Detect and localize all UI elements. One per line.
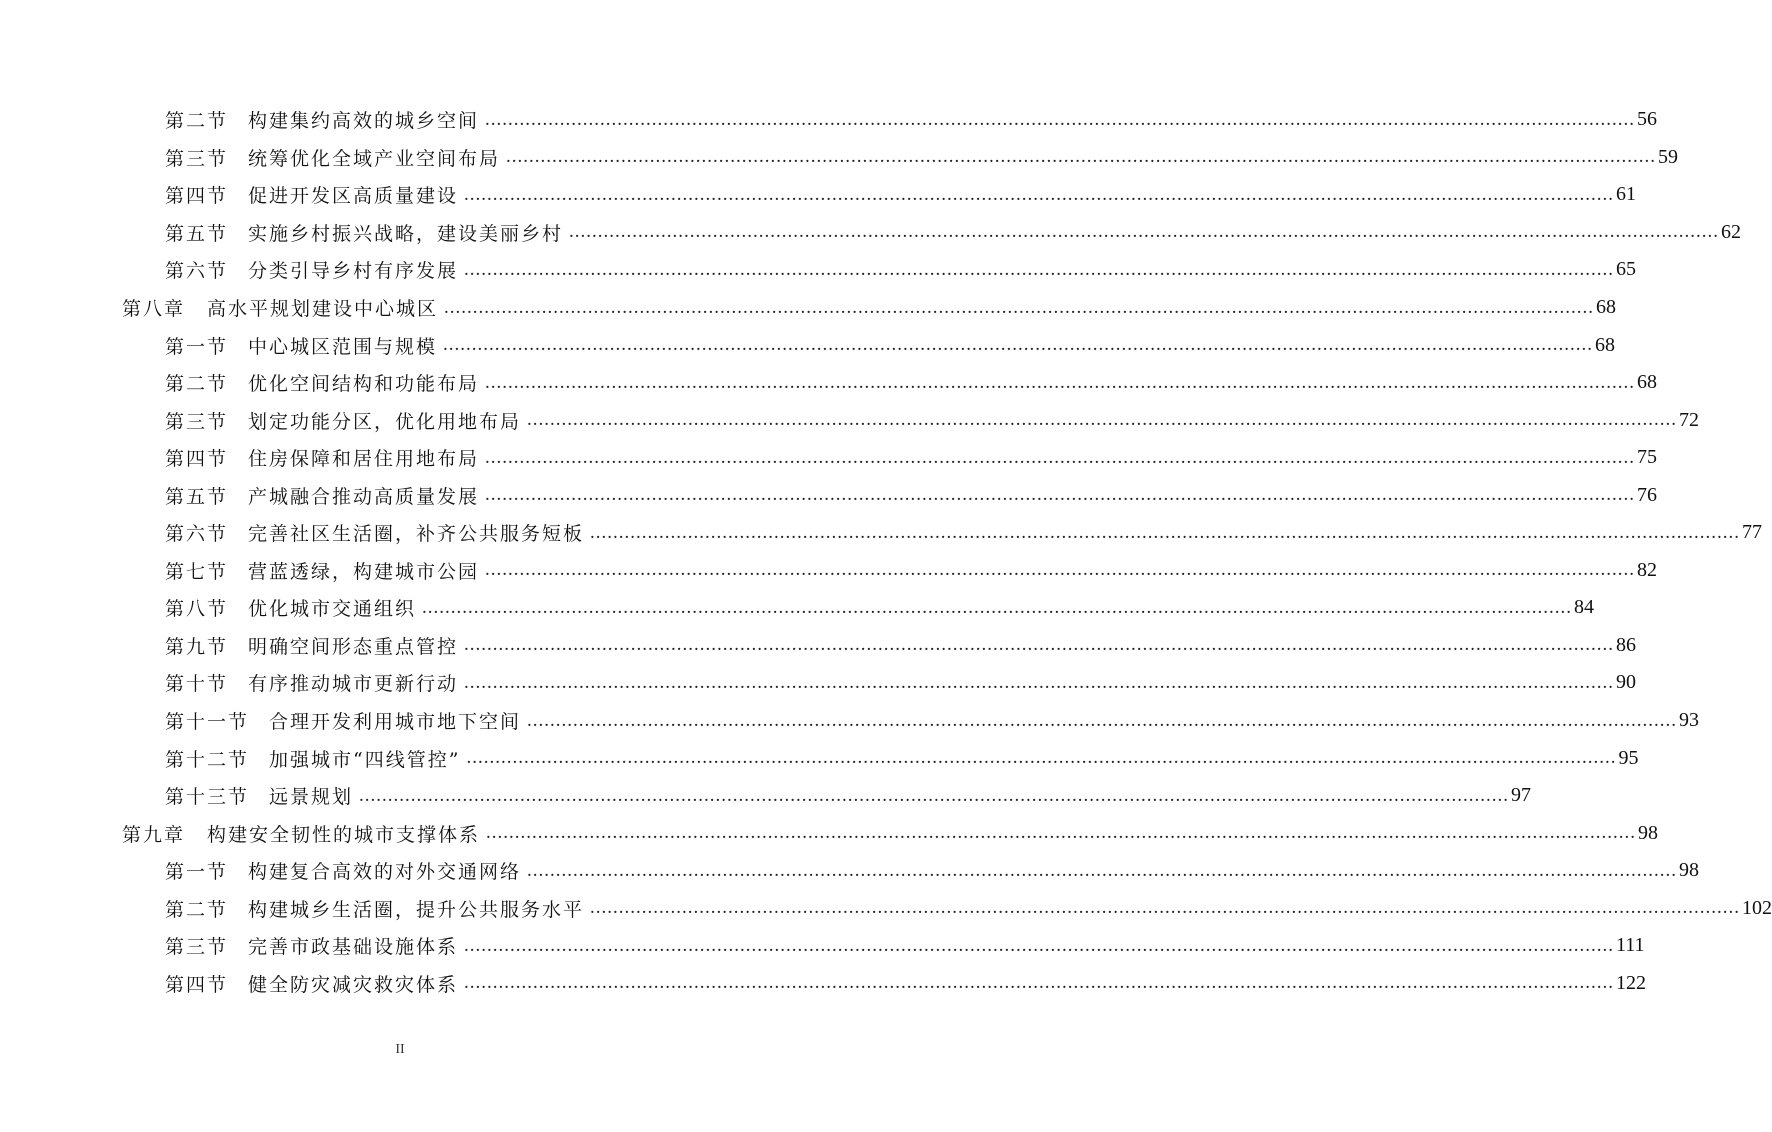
dot-leader: ........................................................................................................................................................................................................: [485, 559, 1636, 581]
entry-label: 第十三节: [165, 786, 250, 809]
toc-section-entry[interactable]: [165, 326, 1616, 364]
entry-page-number: 93: [1679, 709, 1700, 732]
entry-page-number: 82: [1637, 558, 1658, 581]
entry-title: 产城融合推动高质量发展: [248, 485, 480, 508]
entry-title: 构建复合高效的对外交通网络: [248, 861, 522, 884]
entry-title: 统筹优化全域产业空间布局: [248, 147, 501, 170]
dot-leader: ........................................................................................................................................................................................................: [590, 521, 1741, 543]
toc-section-entry[interactable]: [165, 965, 1647, 1003]
dot-leader: ........................................................................................................................................................................................................: [359, 784, 1510, 806]
toc-section-entry[interactable]: [165, 927, 1645, 965]
entry-label: 第三节: [165, 936, 229, 959]
entry-page-number: 61: [1616, 183, 1637, 206]
dot-leader: ........................................................................................................................................................................................................: [590, 897, 1741, 919]
entry-label: 第八章: [122, 298, 186, 320]
entry-page-number: 90: [1616, 671, 1637, 694]
dot-leader: ........................................................................................................................................................................................................: [527, 859, 1678, 881]
toc-section-entry[interactable]: [165, 664, 1637, 702]
toc-section-entry[interactable]: [165, 702, 1700, 740]
entry-label: 第四节: [165, 448, 229, 471]
dot-leader: ........................................................................................................................................................................................................: [464, 934, 1615, 956]
toc-section-entry[interactable]: [165, 552, 1658, 590]
entry-title: 完善市政基础设施体系: [248, 936, 459, 959]
entry-page-number: 75: [1637, 446, 1658, 469]
dot-leader: ........................................................................................................................................................................................................: [464, 183, 1615, 205]
entry-label: 第二节: [165, 898, 229, 921]
toc-section-entry[interactable]: [165, 439, 1658, 477]
toc-section-entry[interactable]: [165, 101, 1658, 139]
entry-label: 第六节: [165, 523, 229, 546]
dot-leader: ........................................................................................................................................................................................................: [485, 371, 1636, 393]
entry-page-number: 102: [1742, 896, 1772, 919]
entry-title: 促进开发区高质量建设: [248, 185, 459, 208]
entry-page-number: 76: [1637, 483, 1658, 506]
toc-section-entry[interactable]: [165, 777, 1532, 815]
toc-section-entry[interactable]: [165, 889, 1772, 927]
entry-label: 第六节: [165, 260, 229, 283]
entry-title: 住房保障和居住用地布局: [248, 448, 480, 471]
entry-title: 实施乡村振兴战略，建设美丽乡村: [248, 222, 564, 245]
entry-title: 构建城乡生活圈，提升公共服务水平: [248, 898, 585, 921]
entry-label: 第三节: [165, 410, 229, 433]
dot-leader: ........................................................................................................................................................................................................: [464, 634, 1615, 656]
dot-leader: ........................................................................................................................................................................................................: [464, 258, 1615, 280]
toc-section-entry[interactable]: [165, 364, 1658, 402]
entry-page-number: 77: [1742, 521, 1763, 544]
entry-page-number: 62: [1721, 220, 1742, 243]
entry-label: 第二节: [165, 110, 229, 133]
dot-leader: ........................................................................................................................................................................................................: [444, 296, 1595, 318]
toc-section-entry[interactable]: [165, 589, 1595, 627]
toc-section-entry[interactable]: [165, 514, 1763, 552]
entry-page-number: 72: [1679, 408, 1700, 431]
entry-page-number: 98: [1679, 859, 1700, 882]
toc-section-entry[interactable]: [165, 739, 1639, 777]
dot-leader: ........................................................................................................................................................................................................: [443, 334, 1594, 356]
entry-page-number: 98: [1638, 821, 1659, 844]
dot-leader: ........................................................................................................................................................................................................: [464, 972, 1615, 994]
entry-title: 合理开发利用城市地下空间: [269, 711, 522, 734]
toc-section-entry[interactable]: [165, 627, 1637, 665]
entry-label: 第十节: [165, 673, 229, 696]
entry-page-number: 86: [1616, 633, 1637, 656]
entry-page-number: 68: [1637, 371, 1658, 394]
toc-section-entry[interactable]: [165, 214, 1742, 252]
page-number-footer: II: [395, 1042, 405, 1057]
dot-leader: ........................................................................................................................................................................................................: [485, 484, 1636, 506]
entry-label: 第二节: [165, 373, 229, 396]
entry-page-number: 95: [1618, 746, 1639, 769]
entry-title: 优化空间结构和功能布局: [248, 373, 480, 396]
entry-title: 划定功能分区，优化用地布局: [248, 410, 522, 433]
entry-label: 第九节: [165, 635, 229, 658]
entry-page-number: 68: [1595, 333, 1616, 356]
toc-section-entry[interactable]: [165, 176, 1637, 214]
dot-leader: ........................................................................................................................................................................................................: [485, 108, 1636, 130]
entry-title: 明确空间形态重点管控: [248, 635, 459, 658]
entry-page-number: 111: [1616, 934, 1645, 957]
entry-label: 第九章: [122, 823, 186, 846]
toc-section-entry[interactable]: [165, 476, 1658, 514]
entry-title: 远景规划: [269, 786, 354, 809]
dot-leader: ........................................................................................................................................................................................................: [486, 822, 1637, 844]
entry-label: 第八节: [165, 598, 229, 621]
entry-label: 第五节: [165, 485, 229, 508]
entry-label: 第一节: [165, 335, 229, 358]
entry-label: 第十二节: [165, 748, 250, 771]
toc-section-entry[interactable]: [165, 401, 1700, 439]
entry-page-number: 59: [1658, 145, 1679, 168]
entry-title: 优化城市交通组织: [248, 598, 417, 621]
entry-label: 第七节: [165, 560, 229, 583]
entry-label: 第四节: [165, 973, 229, 996]
toc-section-entry[interactable]: [165, 251, 1637, 289]
entry-label: 第一节: [165, 861, 229, 884]
dot-leader: ........................................................................................................................................................................................................: [527, 709, 1678, 731]
toc-chapter-entry[interactable]: [122, 289, 1617, 327]
entry-title: 分类引导乡村有序发展: [248, 260, 459, 283]
entry-label: 第四节: [165, 185, 229, 208]
entry-title: 构建安全韧性的城市支撑体系: [207, 823, 481, 846]
dot-leader: ........................................................................................................................................................................................................: [464, 671, 1615, 693]
dot-leader: ........................................................................................................................................................................................................: [569, 221, 1720, 243]
entry-title: 健全防灾减灾救灾体系: [248, 973, 459, 996]
dot-leader: ........................................................................................................................................................................................................: [422, 596, 1573, 618]
entry-label: 第十一节: [165, 711, 250, 734]
dot-leader: ........................................................................................................................................................................................................: [466, 747, 1617, 769]
table-of-contents: [0, 101, 1772, 1002]
toc-chapter-entry[interactable]: [122, 814, 1659, 852]
toc-section-entry[interactable]: [165, 139, 1679, 177]
entry-page-number: 68: [1596, 296, 1617, 318]
entry-title: 中心城区范围与规模: [248, 335, 438, 358]
toc-section-entry[interactable]: [165, 852, 1700, 890]
entry-page-number: 122: [1616, 971, 1647, 994]
entry-title: 高水平规划建设中心城区: [207, 298, 439, 320]
entry-title: 营蓝透绿，构建城市公园: [248, 560, 480, 583]
dot-leader: ........................................................................................................................................................................................................: [506, 146, 1657, 168]
entry-title: 构建集约高效的城乡空间: [248, 110, 480, 133]
entry-title: 加强城市“四线管控”: [269, 748, 461, 771]
dot-leader: ........................................................................................................................................................................................................: [527, 409, 1678, 431]
entry-page-number: 84: [1574, 596, 1595, 619]
entry-page-number: 56: [1637, 108, 1658, 131]
entry-label: 第三节: [165, 147, 229, 170]
entry-page-number: 97: [1511, 784, 1532, 807]
dot-leader: ........................................................................................................................................................................................................: [485, 446, 1636, 468]
entry-label: 第五节: [165, 222, 229, 245]
entry-page-number: 65: [1616, 258, 1637, 281]
entry-title: 有序推动城市更新行动: [248, 673, 459, 696]
entry-title: 完善社区生活圈，补齐公共服务短板: [248, 523, 585, 546]
